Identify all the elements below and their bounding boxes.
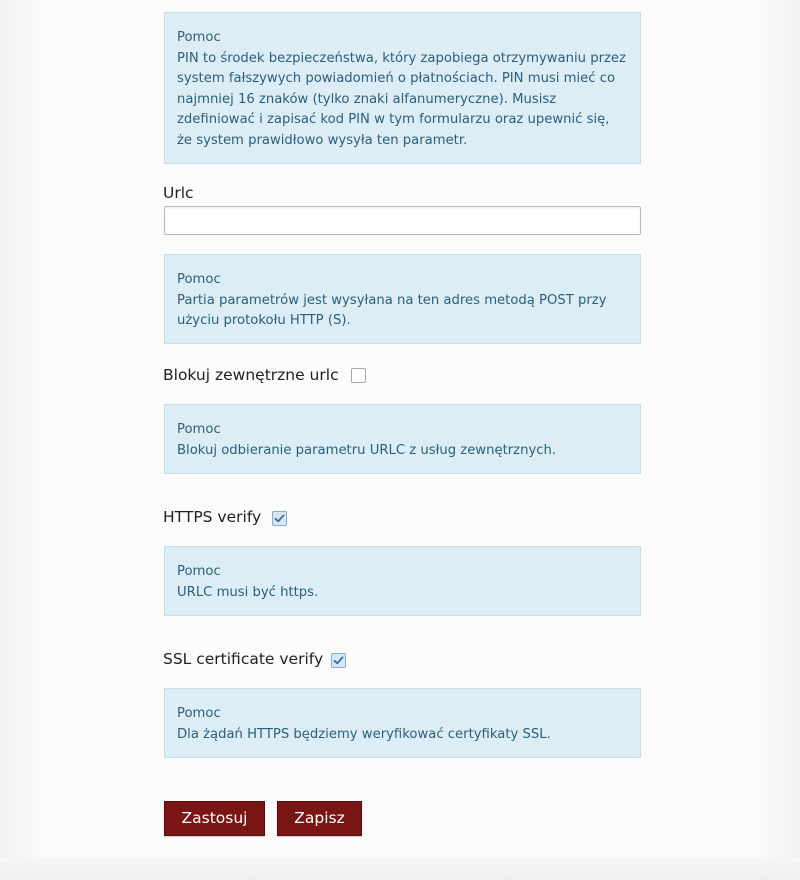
page-footer-shade	[0, 858, 800, 880]
help-title: Pomoc	[177, 30, 221, 45]
apply-button[interactable]: Zastosuj	[164, 801, 265, 836]
urlc-input[interactable]	[164, 206, 641, 235]
help-box-pin	[164, 12, 641, 164]
save-button[interactable]: Zapisz	[277, 801, 362, 836]
help-box-https	[164, 546, 641, 616]
help-text-line: system fałszywych powiadomień o płatnościach. PIN musi mieć co	[177, 71, 616, 86]
help-text-line: zdefiniować i zapisać kod PIN w tym formularzu oraz upewnić się,	[177, 112, 610, 127]
help-title: Pomoc	[177, 564, 221, 579]
ssl-verify-checkbox[interactable]	[331, 653, 346, 668]
checkmark-icon	[332, 654, 345, 667]
block-external-urlc-checkbox[interactable]	[351, 368, 366, 383]
help-box-block-external	[164, 404, 641, 474]
help-text-line: Dla żądań HTTPS będziemy weryfikować certyfikaty SSL.	[177, 726, 551, 742]
https-verify-checkbox[interactable]	[272, 511, 287, 526]
help-text-line: użyciu protokołu HTTP (S).	[177, 313, 351, 328]
help-text-line: że system prawidłowo wysyła ten parametr.	[177, 132, 468, 148]
help-text-line: URLC musi być https.	[177, 584, 319, 600]
help-text-line: Partia parametrów jest wysyłana na ten adres metodą POST przy	[177, 292, 607, 308]
help-text-line: Blokuj odbieranie parametru URLC z usług zewnętrznych.	[177, 442, 557, 458]
help-title: Pomoc	[177, 706, 221, 721]
ssl-verify-label: SSL certificate verify	[163, 650, 324, 668]
help-box-ssl	[164, 688, 641, 758]
block-external-urlc-label: Blokuj zewnętrzne urlc	[163, 366, 339, 384]
https-verify-label: HTTPS verify	[163, 508, 262, 526]
help-title: Pomoc	[177, 422, 221, 437]
urlc-label: Urlc	[163, 184, 194, 202]
help-title: Pomoc	[177, 272, 221, 287]
help-box-urlc	[164, 254, 641, 344]
help-text-line: PIN to środek bezpieczeństwa, który zapobiega otrzymywaniu przez	[177, 50, 626, 66]
help-text-line: najmniej 16 znaków (tylko znaki alfanumeryczne). Musisz	[177, 91, 557, 107]
checkmark-icon	[273, 512, 286, 525]
